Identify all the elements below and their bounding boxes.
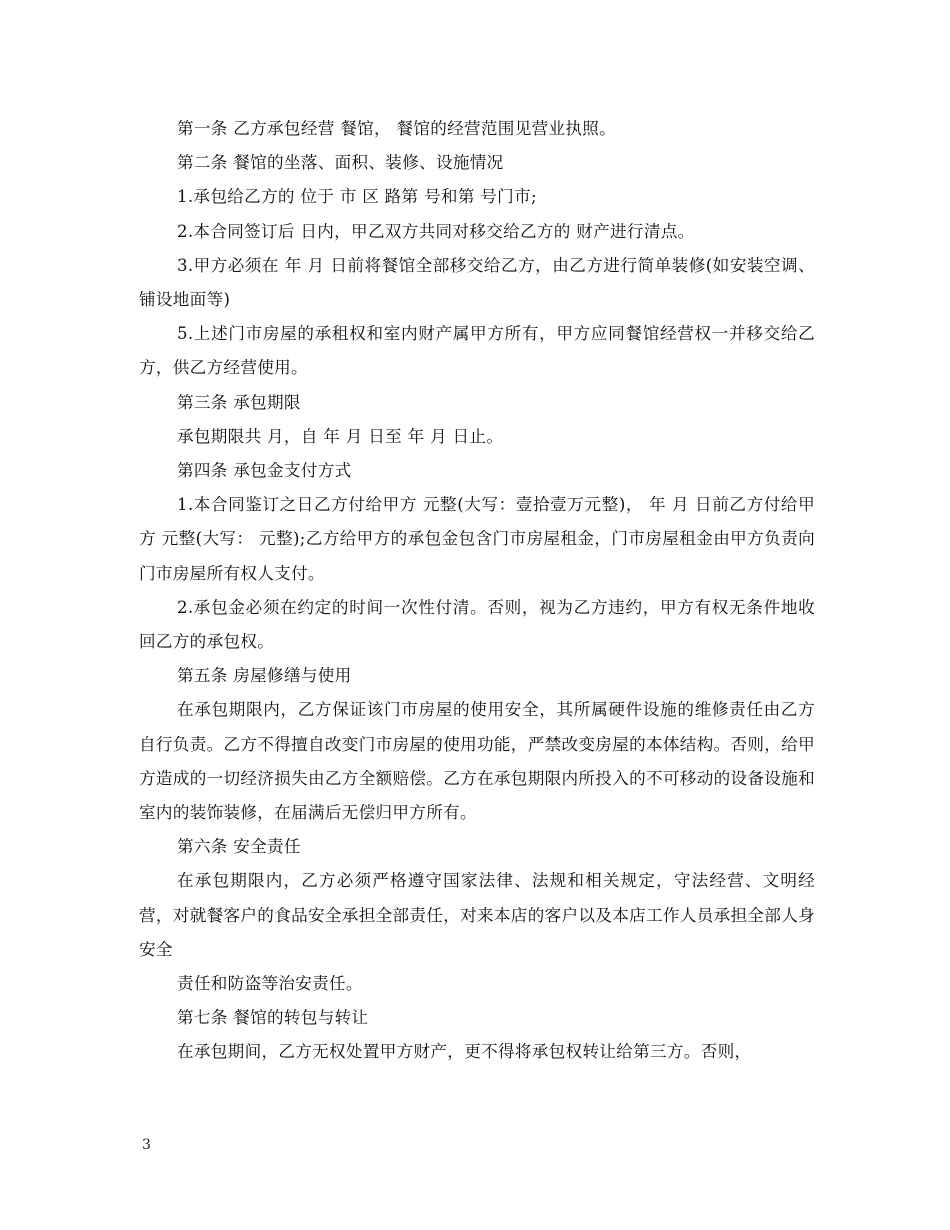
article-2-item-1: 1.承包给乙方的 位于 市 区 路第 号和第 号门市; xyxy=(177,187,537,207)
article-6-heading: 第六条 安全责任 xyxy=(177,837,301,857)
article-3-body: 承包期限共 月，自 年 月 日至 年 月 日止。 xyxy=(177,426,504,446)
page-number: 3 xyxy=(142,1137,151,1153)
article-5-heading: 第五条 房屋修缮与使用 xyxy=(177,666,352,686)
article-2-item-2: 2.本合同签订后 日内，甲乙双方共同对移交给乙方的 财产进行清点。 xyxy=(177,221,695,241)
article-3-heading: 第三条 承包期限 xyxy=(177,392,301,412)
article-2-item-5: 5.上述门市房屋的承租权和室内财产属甲方所有，甲方应同餐馆经营权一并移交给乙方，供乙方经营使用。 xyxy=(139,324,815,378)
article-2-heading: 第二条 餐馆的坐落、面积、装修、设施情况 xyxy=(177,153,504,173)
article-4-item-2: 2.承包金必须在约定的时间一次性付清。否则，视为乙方违约，甲方有权无条件地收回乙方的承包权。 xyxy=(139,597,815,652)
article-6-body: 在承包期限内，乙方必须严格遵守国家法律、法规和相关规定，守法经营、文明经营，对就餐客户的食品安全承担全部责任，对来本店的客户以及本店工作人员承担全部人身安全 xyxy=(139,871,815,959)
article-1: 第一条 乙方承包经营 餐馆， 餐馆的经营范围见营业执照。 xyxy=(177,119,617,138)
article-7-heading: 第七条 餐馆的转包与转让 xyxy=(177,1008,369,1028)
article-7-body: 在承包期间，乙方无权处置甲方财产，更不得将承包权转让给第三方。否则， xyxy=(177,1042,752,1062)
article-2-item-3: 3.甲方必须在 年 月 日前将餐馆全部移交给乙方，由乙方进行简单装修(如安装空调、铺设地面等) xyxy=(139,255,815,310)
article-5-body: 在承包期限内，乙方保证该门市房屋的使用安全，其所属硬件设施的维修责任由乙方自行负责。乙方不得擅自改变门市房屋的使用功能，严禁改变房屋的本体结构。否则，给甲方造成的一切经济损失由乙方全额赔偿。乙方在承包期限内所投入的不可移动的设备设施和室内的装饰装修，在届满后无偿归甲方所有。 xyxy=(139,700,815,823)
article-4-heading: 第四条 承包金支付方式 xyxy=(177,461,352,481)
article-4-item-1: 1.本合同鉴订之日乙方付给甲方 元整(大写：壹拾壹万元整)， 年 月 日前乙方付给甲方 元整(大写： 元整);乙方给甲方的承包金包含门市房屋租金，门市房屋租金由甲方负责向门市房屋所有权人支付。 xyxy=(139,495,815,583)
article-6-body-continued: 责任和防盗等治安责任。 xyxy=(177,974,363,994)
contract-body xyxy=(139,112,815,1070)
